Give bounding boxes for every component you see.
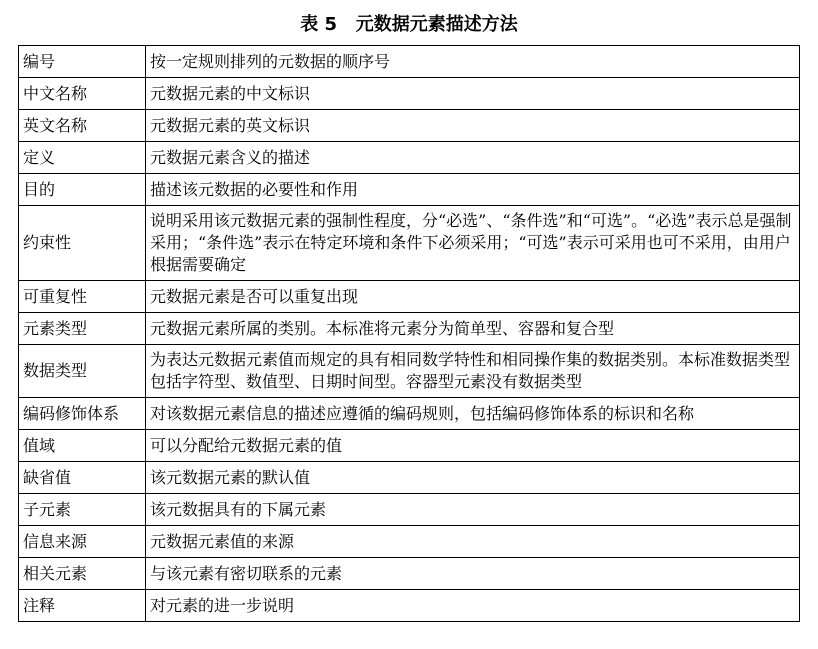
row-description: 对该数据元素信息的描述应遵循的编码规则，包括编码修饰体系的标识和名称 (146, 398, 800, 430)
row-description: 按一定规则排列的元数据的顺序号 (146, 46, 800, 78)
table-row (19, 462, 800, 494)
row-name: 数据类型 (19, 345, 146, 398)
row-name: 约束性 (19, 206, 146, 281)
row-description: 元数据元素含义的描述 (146, 142, 800, 174)
row-name: 值域 (19, 430, 146, 462)
row-name: 缺省值 (19, 462, 146, 494)
table-row (19, 558, 800, 590)
table-row (19, 590, 800, 622)
row-name: 定义 (19, 142, 146, 174)
table-row (19, 174, 800, 206)
row-description: 描述该元数据的必要性和作用 (146, 174, 800, 206)
row-description: 可以分配给元数据元素的值 (146, 430, 800, 462)
row-name: 编码修饰体系 (19, 398, 146, 430)
row-name: 元素类型 (19, 313, 146, 345)
table-row (19, 281, 800, 313)
table-title: 表 5 元数据元素描述方法 (300, 14, 518, 35)
row-name: 目的 (19, 174, 146, 206)
row-description: 与该元素有密切联系的元素 (146, 558, 800, 590)
table-row (19, 526, 800, 558)
metadata-description-table (18, 45, 800, 622)
row-description: 元数据元素的英文标识 (146, 110, 800, 142)
table-row (19, 206, 800, 281)
row-description: 对元素的进一步说明 (146, 590, 800, 622)
row-name: 相关元素 (19, 558, 146, 590)
row-name: 注释 (19, 590, 146, 622)
row-description: 为表达元数据元素值而规定的具有相同数学特性和相同操作集的数据类别。本标准数据类型包括字符型、数值型、日期时间型。容器型元素没有数据类型 (146, 345, 800, 398)
row-description: 元数据元素的中文标识 (146, 78, 800, 110)
table-row (19, 430, 800, 462)
table-row (19, 142, 800, 174)
table-row (19, 110, 800, 142)
row-description: 元数据元素所属的类别。本标准将元素分为简单型、容器和复合型 (146, 313, 800, 345)
row-name: 英文名称 (19, 110, 146, 142)
row-description: 元数据元素值的来源 (146, 526, 800, 558)
row-description: 元数据元素是否可以重复出现 (146, 281, 800, 313)
table-row (19, 78, 800, 110)
row-description: 该元数据具有的下属元素 (146, 494, 800, 526)
row-description: 说明采用该元数据元素的强制性程度，分“必选”、“条件选”和“可选”。“必选”表示总是强制采用；“条件选”表示在特定环境和条件下必须采用；“可选”表示可采用也可不采用，由用户根据需要确定 (146, 206, 800, 281)
row-name: 中文名称 (19, 78, 146, 110)
table-row (19, 494, 800, 526)
table-row (19, 46, 800, 78)
table-row (19, 313, 800, 345)
row-name: 信息来源 (19, 526, 146, 558)
row-name: 可重复性 (19, 281, 146, 313)
table-row (19, 345, 800, 398)
row-name: 编号 (19, 46, 146, 78)
row-name: 子元素 (19, 494, 146, 526)
table-row (19, 398, 800, 430)
row-description: 该元数据元素的默认值 (146, 462, 800, 494)
